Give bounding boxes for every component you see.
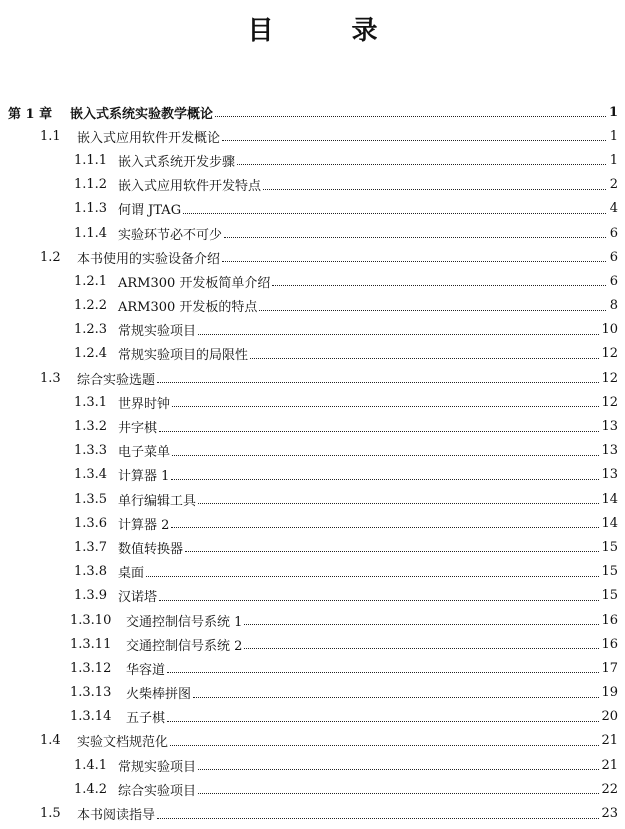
toc-entry-title: 世界时钟 xyxy=(118,396,171,412)
dot-leader xyxy=(215,113,606,117)
toc-entry[interactable] xyxy=(0,656,625,680)
dot-leader xyxy=(259,307,606,311)
toc-entry-page: 12 xyxy=(601,370,618,386)
dot-leader xyxy=(171,476,599,480)
dot-leader xyxy=(172,403,599,407)
toc-entry[interactable] xyxy=(0,753,625,777)
toc-entry-number: 1.4.2 xyxy=(74,781,108,797)
dot-leader xyxy=(157,379,599,383)
toc-entry[interactable] xyxy=(0,777,625,801)
toc-entry-title: 常规实验项目 xyxy=(118,759,197,775)
toc-entry-page: 1 xyxy=(608,104,618,120)
toc-entry-page: 16 xyxy=(601,612,618,628)
toc-entry-title: 电子菜单 xyxy=(118,445,171,461)
toc-entry-page: 19 xyxy=(601,685,618,701)
toc-entry-title: 本书使用的实验设备介绍 xyxy=(77,251,221,267)
dot-leader xyxy=(167,669,599,673)
toc-entry-page: 17 xyxy=(601,660,618,676)
toc-entry[interactable] xyxy=(0,124,625,148)
toc-entry[interactable] xyxy=(0,584,625,608)
dot-leader xyxy=(172,452,599,456)
toc-entry-number: 1.1.3 xyxy=(74,201,108,217)
toc-entry-title: 嵌入式应用软件开发特点 xyxy=(118,179,262,195)
toc-entry-number: 1.3.11 xyxy=(70,636,112,652)
dot-leader xyxy=(244,621,599,625)
toc-entry-page: 21 xyxy=(601,733,618,749)
toc-entry-page: 12 xyxy=(601,394,618,410)
toc-entry[interactable] xyxy=(0,269,625,293)
page-title: 目 录 xyxy=(247,16,404,46)
toc-entry-page: 14 xyxy=(601,515,618,531)
toc-entry-page: 21 xyxy=(601,757,618,773)
toc-entry-title: 桌面 xyxy=(118,566,145,582)
toc-entry-number: 1.3.5 xyxy=(74,491,108,507)
dot-leader xyxy=(250,355,599,359)
toc-entry-title: 嵌入式应用软件开发概论 xyxy=(77,130,221,146)
dot-leader xyxy=(170,742,599,746)
dot-leader xyxy=(167,718,599,722)
toc-entry[interactable] xyxy=(0,148,625,172)
toc-entry-title: 汉诺塔 xyxy=(118,590,158,606)
toc-entry-title: 常规实验项目 xyxy=(118,324,197,340)
toc-entry-page: 2 xyxy=(609,177,618,193)
toc-entry[interactable] xyxy=(0,414,625,438)
toc-entry-title: 数值转换器 xyxy=(118,541,184,557)
toc-entry-number: 1.2.3 xyxy=(74,322,108,338)
toc-entry-number: 1.3 xyxy=(40,370,61,386)
toc-entry-number: 1.3.1 xyxy=(74,394,108,410)
toc-entry[interactable] xyxy=(0,463,625,487)
toc-entry-page: 16 xyxy=(601,636,618,652)
toc-entry-title: 嵌入式系统实验教学概论 xyxy=(70,106,214,122)
toc-entry[interactable] xyxy=(0,342,625,366)
toc-entry[interactable] xyxy=(0,608,625,632)
toc-entry-page: 10 xyxy=(601,322,618,338)
toc-entry-title: 综合实验项目 xyxy=(118,783,197,799)
toc-entry-title: 华容道 xyxy=(126,662,166,678)
toc-entry-page: 22 xyxy=(601,781,618,797)
dot-leader xyxy=(198,331,599,335)
toc-entry-title: 实验环节必不可少 xyxy=(118,227,223,243)
toc-entry-title: 综合实验选题 xyxy=(77,372,156,388)
toc-entry[interactable] xyxy=(0,681,625,705)
toc-entry-number: 1.2 xyxy=(40,249,61,265)
toc-entry-page: 15 xyxy=(601,564,618,580)
toc-entry-page: 6 xyxy=(609,249,618,265)
toc-entry-number: 1.3.4 xyxy=(74,467,108,483)
toc-entry[interactable] xyxy=(0,632,625,656)
toc-entry-number: 第 1 章 xyxy=(8,106,53,122)
toc-entry[interactable] xyxy=(0,439,625,463)
toc-entry-title: 井字棋 xyxy=(118,421,158,437)
toc-entry[interactable] xyxy=(0,729,625,753)
toc-entry[interactable] xyxy=(0,487,625,511)
toc-entry-number: 1.4.1 xyxy=(74,757,108,773)
dot-leader xyxy=(185,548,599,552)
toc-entry-number: 1.3.14 xyxy=(70,709,112,725)
dot-leader xyxy=(222,258,606,262)
toc-entry-title: ARM300 开发板的特点 xyxy=(118,300,258,316)
toc-entry-title: 五子棋 xyxy=(126,711,166,727)
toc-entry-page: 6 xyxy=(609,225,618,241)
dot-leader xyxy=(198,766,599,770)
toc-entry[interactable] xyxy=(0,535,625,559)
toc-entry-page: 13 xyxy=(601,443,618,459)
toc-entry-page: 13 xyxy=(601,467,618,483)
toc-entry[interactable] xyxy=(0,390,625,414)
toc-entry-title: 本书阅读指导 xyxy=(77,808,156,824)
dot-leader xyxy=(198,790,599,794)
toc-entry[interactable] xyxy=(0,173,625,197)
toc-entry-number: 1.2.4 xyxy=(74,346,108,362)
dot-leader xyxy=(224,234,606,238)
toc-entry-page: 1 xyxy=(609,152,618,168)
dot-leader xyxy=(193,694,599,698)
dot-leader xyxy=(222,137,606,141)
toc-entry-number: 1.3.3 xyxy=(74,443,108,459)
toc-entry-number: 1.3.10 xyxy=(70,612,112,628)
toc-entry-title: 火柴棒拼图 xyxy=(126,687,192,703)
toc-entry-title: 嵌入式系统开发步骤 xyxy=(118,154,236,170)
dot-leader xyxy=(146,573,599,577)
toc-entry-title: 常规实验项目的局限性 xyxy=(118,348,249,364)
dot-leader xyxy=(263,186,606,190)
dot-leader xyxy=(244,645,599,649)
toc-entry-number: 1.1.4 xyxy=(74,225,108,241)
toc-entry-number: 1.3.2 xyxy=(74,419,108,435)
toc-entry-page: 12 xyxy=(601,346,618,362)
toc-entry[interactable] xyxy=(0,366,625,390)
toc-entry-number: 1.2.1 xyxy=(74,273,108,289)
dot-leader xyxy=(159,428,599,432)
toc-entry-page: 6 xyxy=(609,273,618,289)
toc-entry-number: 1.3.9 xyxy=(74,588,108,604)
toc-entry-number: 1.3.8 xyxy=(74,564,108,580)
toc-entry-page: 15 xyxy=(601,588,618,604)
toc-entry[interactable] xyxy=(0,560,625,584)
toc-entry-page: 13 xyxy=(601,419,618,435)
toc-entry[interactable] xyxy=(0,511,625,535)
toc-entry[interactable] xyxy=(0,801,625,825)
toc-entry-number: 1.3.6 xyxy=(74,515,108,531)
toc-entry-page: 23 xyxy=(601,806,618,822)
toc-entry-page: 1 xyxy=(609,128,618,144)
table-of-contents xyxy=(0,100,625,826)
toc-entry-number: 1.2.2 xyxy=(74,298,108,314)
toc-entry[interactable] xyxy=(0,221,625,245)
toc-entry-number: 1.3.13 xyxy=(70,685,112,701)
toc-entry[interactable] xyxy=(0,245,625,269)
toc-entry-title: 交通控制信号系统 1 xyxy=(126,614,243,630)
toc-entry-page: 15 xyxy=(601,539,618,555)
toc-entry[interactable] xyxy=(0,318,625,342)
toc-entry-page: 14 xyxy=(601,491,618,507)
dot-leader xyxy=(157,815,599,819)
dot-leader xyxy=(159,597,599,601)
toc-entry-title: ARM300 开发板简单介绍 xyxy=(118,275,271,291)
toc-entry-number: 1.3.7 xyxy=(74,539,108,555)
toc-entry-title: 交通控制信号系统 2 xyxy=(126,638,243,654)
toc-entry-number: 1.5 xyxy=(40,806,61,822)
toc-entry-title: 何谓 JTAG xyxy=(118,203,182,219)
toc-entry-number: 1.1 xyxy=(40,128,61,144)
toc-entry-page: 8 xyxy=(609,298,618,314)
toc-entry-number: 1.4 xyxy=(40,733,61,749)
toc-entry-title: 实验文档规范化 xyxy=(77,735,169,751)
toc-entry[interactable] xyxy=(0,294,625,318)
dot-leader xyxy=(272,282,606,286)
toc-entry-title: 单行编辑工具 xyxy=(118,493,197,509)
dot-leader xyxy=(237,161,606,165)
dot-leader xyxy=(171,524,599,528)
toc-entry-page: 20 xyxy=(601,709,618,725)
toc-entry-page: 4 xyxy=(609,201,618,217)
dot-leader xyxy=(183,210,606,214)
toc-entry-number: 1.3.12 xyxy=(70,660,112,676)
toc-entry[interactable] xyxy=(0,197,625,221)
dot-leader xyxy=(198,500,599,504)
toc-entry-number: 1.1.2 xyxy=(74,177,108,193)
toc-entry-title: 计算器 2 xyxy=(118,517,170,533)
toc-entry-number: 1.1.1 xyxy=(74,152,108,168)
toc-entry[interactable] xyxy=(0,100,625,124)
toc-entry[interactable] xyxy=(0,705,625,729)
toc-entry-title: 计算器 1 xyxy=(118,469,170,485)
